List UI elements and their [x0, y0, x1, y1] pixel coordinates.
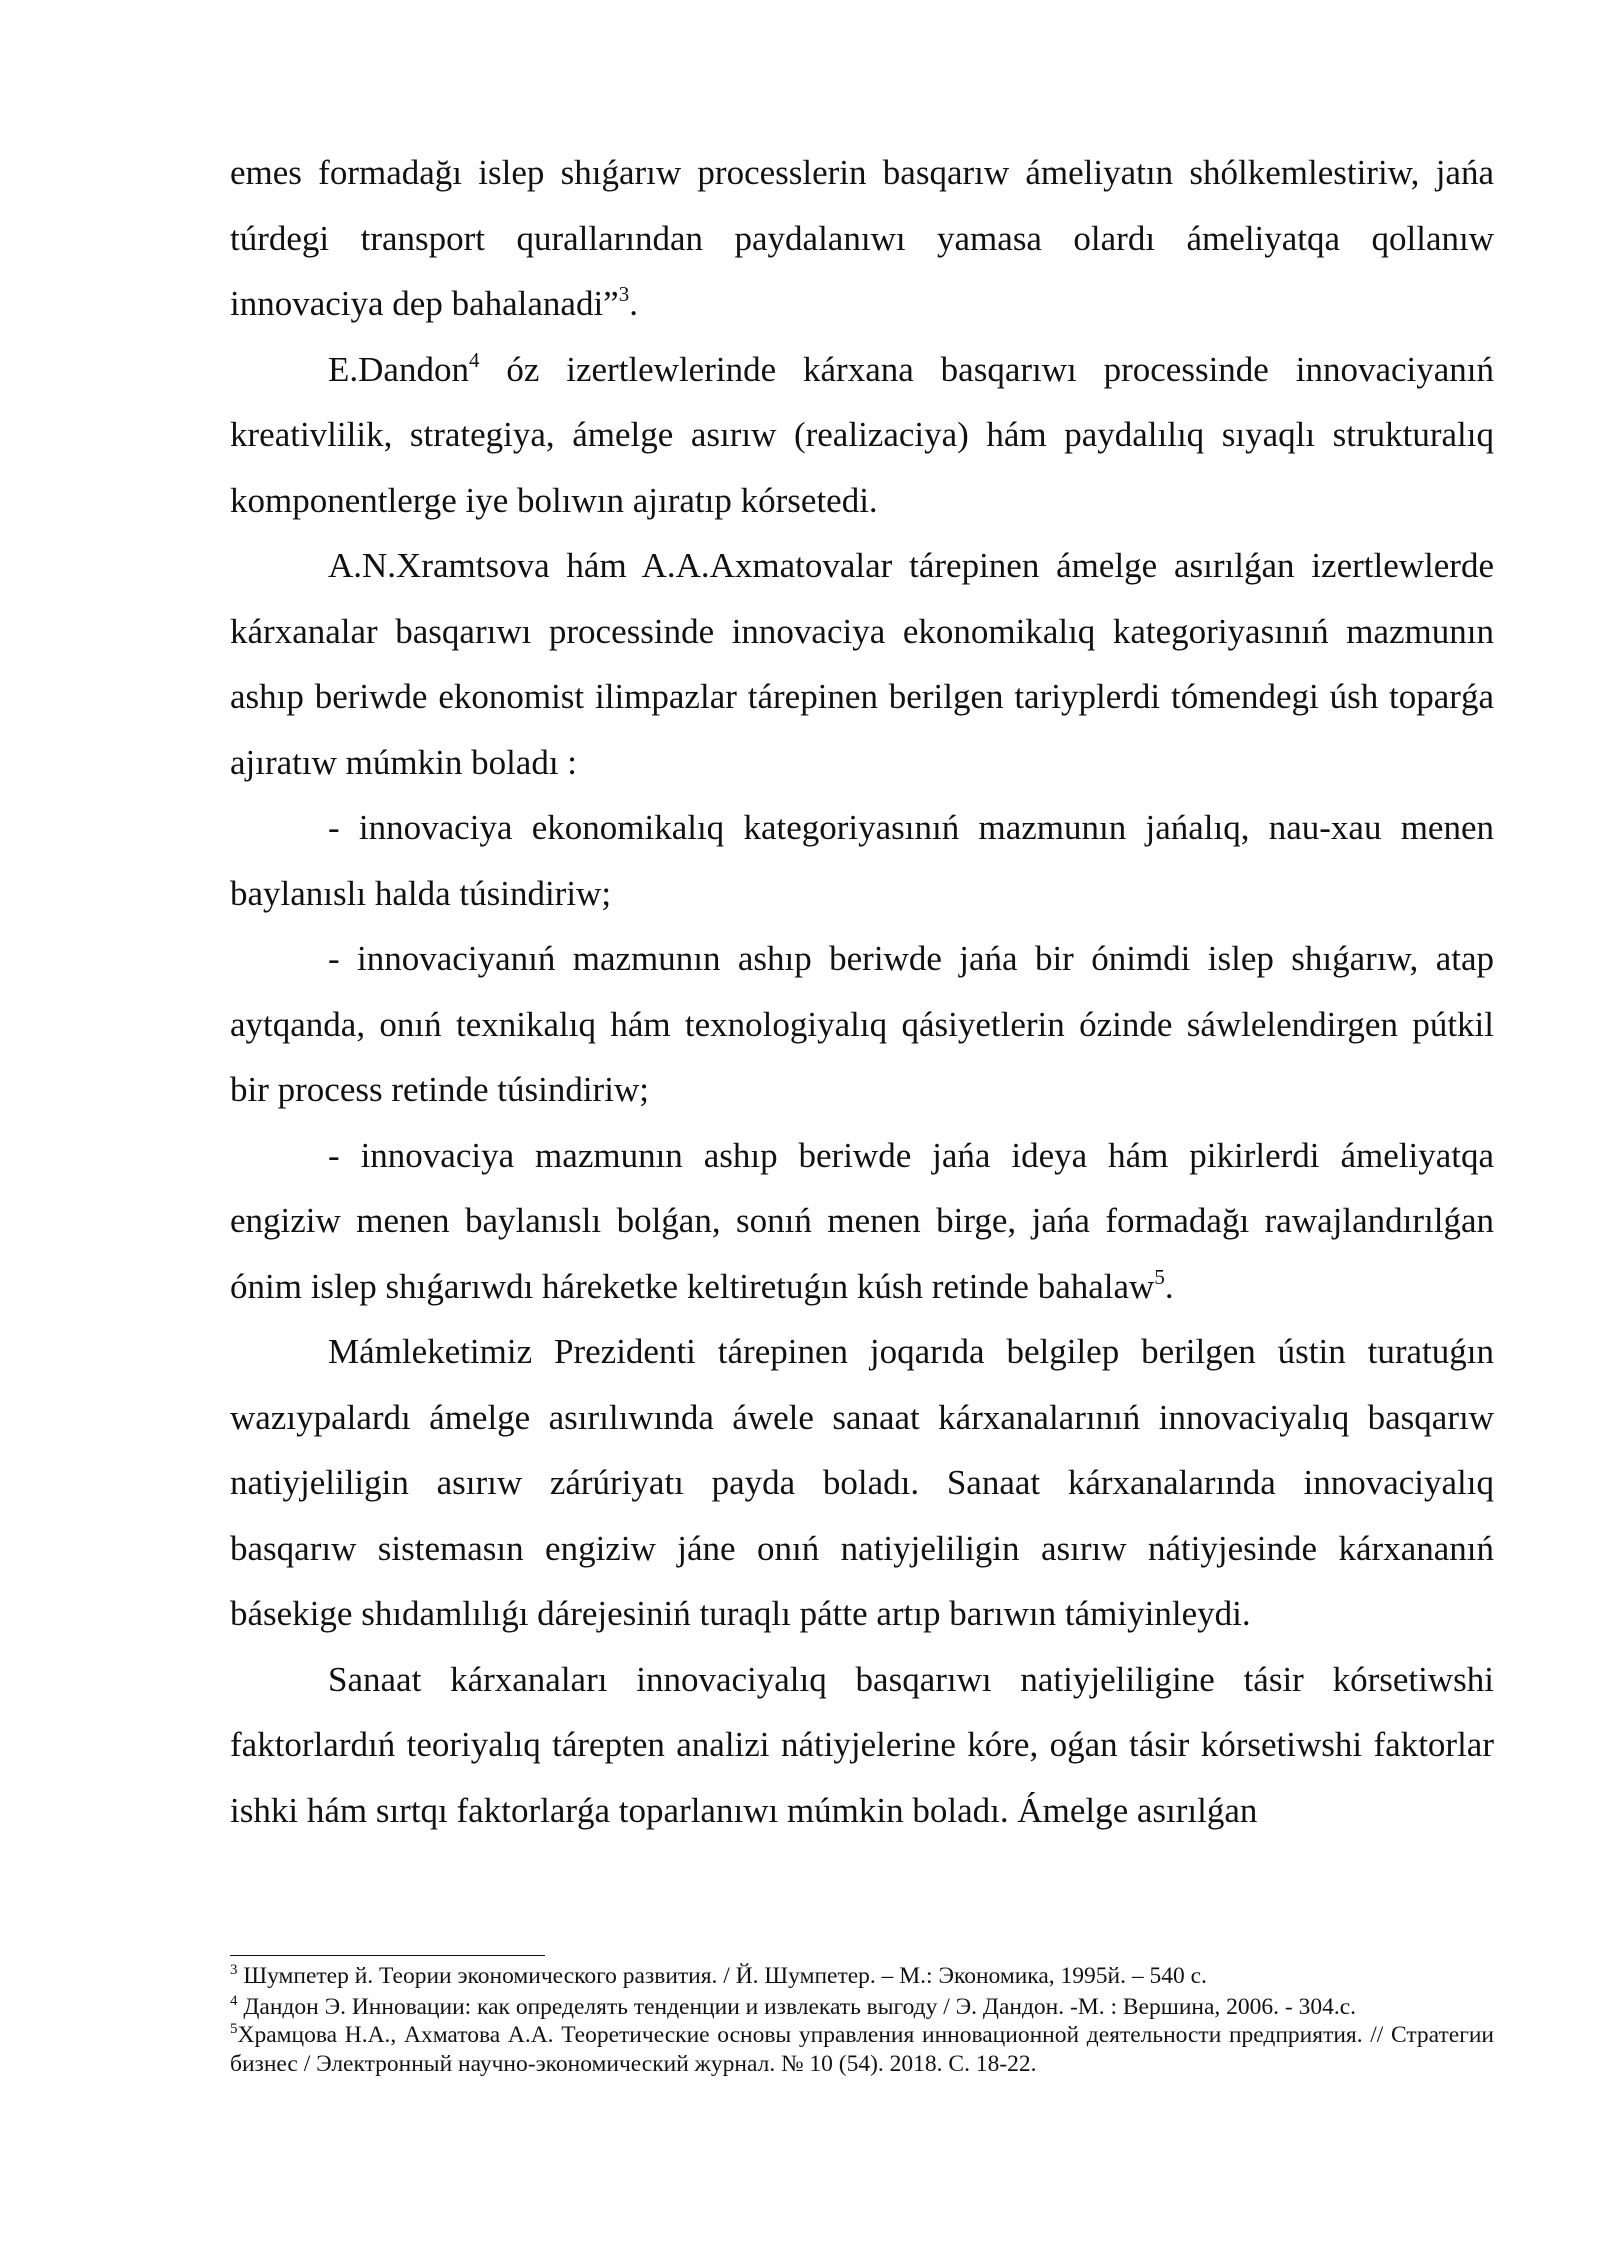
document-body [230, 140, 1494, 1843]
footnote-text: Дандон Э. Инновации: как определять тенденции и извлекать выгоду / Э. Дандон. -М. : Вершина, 2006. - 304.с. [237, 1993, 1357, 2020]
paragraph-3: A.N.Xramtsova hám A.A.Axmatovalar tárepinen ámelge asırılǵan izertlewlerde kárxanalar basqarıwı processinde innovaciya ekonomikalıq kategoriyasınıń mazmunın ashıp beriwde ekonomist ilimpazlar tárepinen berilgen tariyplerdi tómendegi úsh toparǵa ajıratıw múmkin boladı : [230, 546, 1494, 782]
footnote-ref-3[interactable]: 3 [618, 282, 630, 306]
footnote-3 [230, 1962, 1494, 1991]
paragraph-tail: . [629, 284, 638, 323]
paragraph-tail: . [1164, 1266, 1174, 1306]
paragraph-text: emes formadağı islep shıǵarıw processlerin basqarıw ámeliyatın shólkemlestiriw, jańa túrdegi transport qurallarından paydalanıwı yamasa olardı ámeliyatqa qollanıw innovaciya dep bahalanadi” [230, 153, 1494, 323]
footnote-5 [230, 2021, 1494, 2078]
list-item-2: - innovaciyanıń mazmunın ashıp beriwde jańa bir ónimdi islep shıǵarıw, atap aytqanda, onıń texnikalıq hám texnologiyalıq qásiyetlerin ózinde sáwlelendirgen pútkil bir process retinde túsindiriw; [230, 939, 1494, 1109]
paragraph-2 [230, 337, 1494, 534]
footnote-number: 4 [230, 1992, 238, 2009]
paragraph-5: Sanaat kárxanaları innovaciyalıq basqarıwı natiyjeliligine tásir kórsetiwshi faktorlardıń teoriyalıq tárepten analizi nátiyjelerine kóre, oǵan tásir kórsetiwshi faktorlar ishki hám sırtqı faktorlarǵa toparlanıwı múmkin boladı. Ámelge asırılǵan [230, 1659, 1494, 1830]
paragraph-lead: E.Dandon [328, 349, 469, 389]
paragraph-text: - innovaciya mazmunın ashıp beriwde jańa ideya hám pikirlerdi ámeliyatqa engiziw menen baylanıslı bolǵan, sonıń menen birge, jańa formadağı rawajlandırılǵan ónim islep shıǵarıwdı háreketke keltiretuǵın kúsh retinde bahalaw [230, 1135, 1494, 1306]
paragraph-4: Mámleketimiz Prezidenti tárepinen joqarıda belgilep berilgen ústin turatuǵın wazıypalardı ámelge asırılıwında áwele sanaat kárxanalarınıń innovaciyalıq basqarıw natiyjeliligin asırıw zárúriyatı payda boladı. Sanaat kárxanalarında innovaciyalıq basqarıw sistemasın engiziw jáne onıń natiyjeliligin asırıw nátiyjesinde kárxananıń básekige shıdamlılıǵı dárejesiniń turaqlı pátte artıp barıwın támiyinleydi. [230, 1332, 1494, 1633]
footnote-number: 5 [230, 2021, 238, 2037]
footnote-text: Шумпетер й. Теории экономического развития. / Й. Шумпетер. – М.: Экономика, 1995й. – 540 с. [237, 1963, 1207, 1989]
footnote-text: Храмцова Н.А., Ахматова А.А. Теоретические основы управления инновационной деятельности предприятия. // Стратегии бизнес / Электронный научно-экономический журнал. № 10 (54). 2018. С. 18-22. [230, 2022, 1494, 2077]
footnote-4 [230, 1993, 1494, 2022]
footnote-separator [230, 1955, 545, 1956]
paragraph-1 [230, 140, 1494, 337]
list-item-3 [230, 1123, 1494, 1320]
footnote-ref-5[interactable]: 5 [1154, 1264, 1165, 1289]
list-item-1: - innovaciya ekonomikalıq kategoriyasınıń mazmunın jańalıq, nau-xau menen baylanıslı halda túsindiriw; [230, 808, 1494, 913]
footnote-ref-4[interactable]: 4 [468, 347, 480, 372]
footnote-number: 3 [230, 1962, 238, 1978]
paragraph-text: óz izertlewlerinde kárxana basqarıwı processinde innovaciyanıń kreativlilik, strategiya, ámelge asırıw (realizaciya) hám paydalılıq sıyaqlı strukturalıq komponentlerge iye bolıwın ajıratıp kórsetedi. [230, 349, 1494, 520]
footnotes [230, 1962, 1494, 2078]
